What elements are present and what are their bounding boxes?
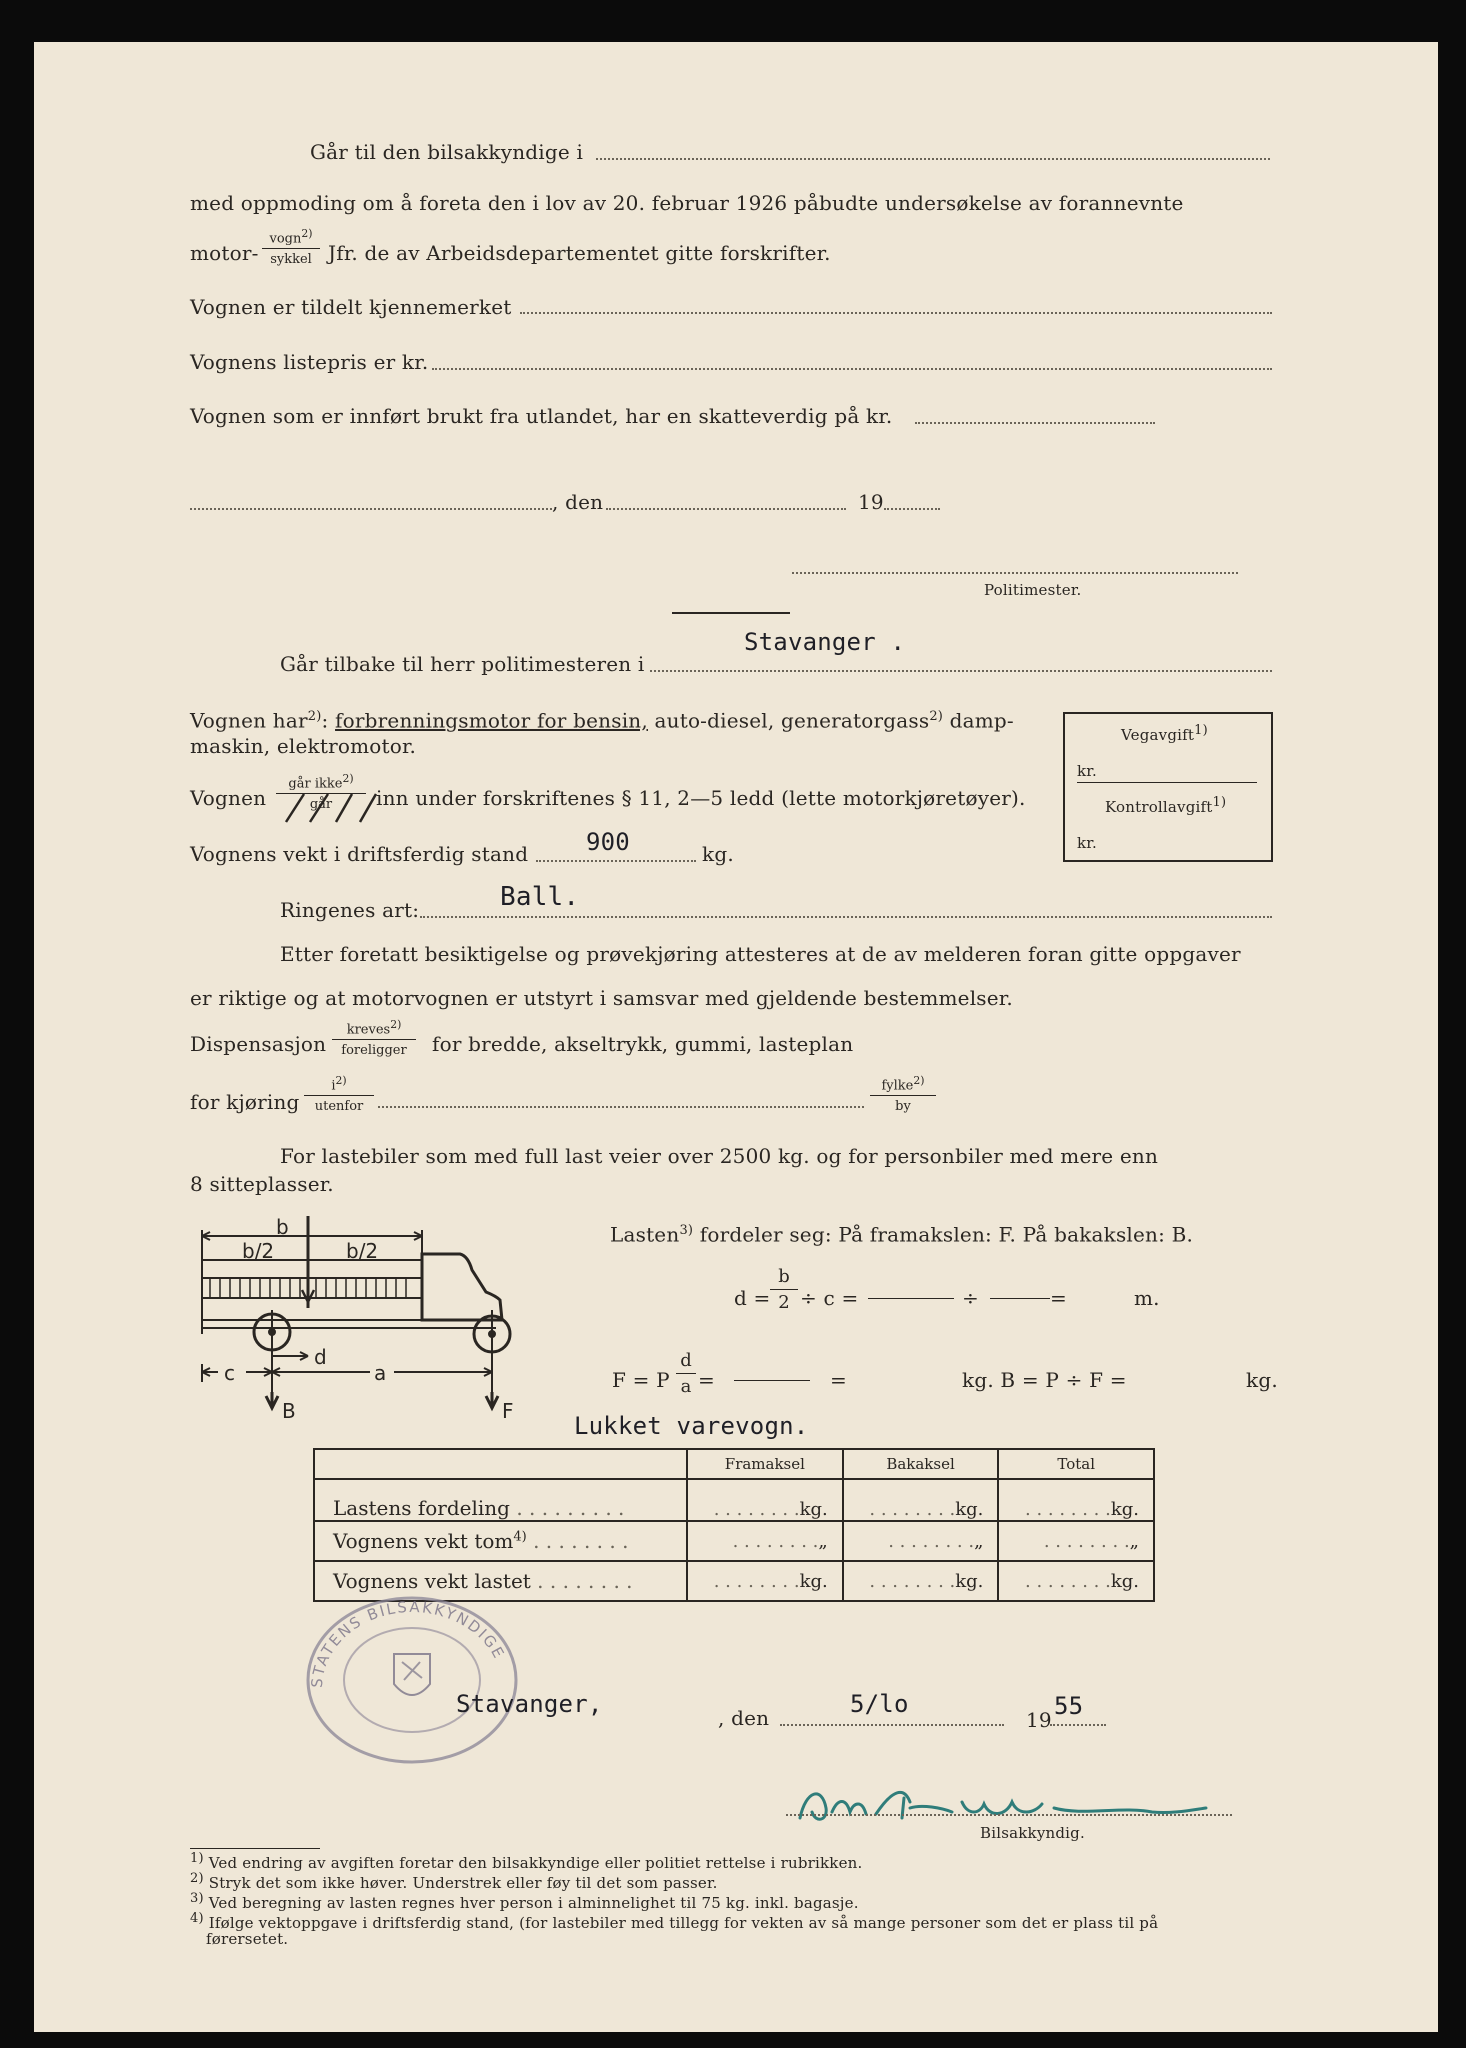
b-over-2: $\frac{b}{2}$ [770, 1268, 798, 1312]
date-field[interactable] [606, 508, 846, 510]
row-label: Vognens vekt tom$^{4)}$ . . . . . . . . [314, 1521, 687, 1561]
d-blank-2[interactable] [990, 1298, 1050, 1299]
motor-prefix: motor- [190, 241, 259, 265]
engine-underlined: forbrenningsmotor for bensin, [335, 708, 648, 733]
attest-line-1: Etter foretatt besiktigelse og prøvekjøring attesteres at de av melderen foran gitte oppgaver [280, 942, 1241, 966]
row-label: Vognens vekt lastet . . . . . . . . [314, 1561, 687, 1601]
row-cell[interactable]: . . . . . . . .kg. [843, 1479, 999, 1521]
header-bakaksel: Bakaksel [843, 1449, 999, 1479]
label-F: F [502, 1399, 514, 1422]
footnote-1: $^{1)}$ Ved endring av avgiften foretar den bilsakkyndige eller politiet rettelse i rubrikken. [190, 1851, 863, 1872]
footnote-4: $^{4)}$ Ifølge vektoppgave i driftsferdig stand, (for lastebiler med tillegg for vekten av så mange personer som det er plass til på [190, 1911, 1159, 1932]
gar-til-label: Går til den bilsakkyndige i [310, 140, 584, 164]
d-minus: ÷ [962, 1286, 979, 1310]
row-cell[interactable]: . . . . . . . .„ [998, 1521, 1154, 1561]
dispensasjon-fraction: kreves$^{2)}$ foreligger [332, 1020, 416, 1057]
b-eq: kg. B = P ÷ F = [962, 1368, 1127, 1392]
table-header-row [314, 1449, 1154, 1479]
kontrollavgift-kr: kr. [1077, 834, 1097, 852]
oppmoding-text: med oppmoding om å foreta den i lov av 20. februar 1926 påbudte undersøkelse av forannevnte [190, 191, 1184, 215]
f-eq2: = [698, 1368, 715, 1392]
coat-of-arms-icon [394, 1654, 430, 1695]
weight-field[interactable] [536, 860, 696, 862]
attest-line-2: er riktige og at motorvognen er utstyrt i samsvar med gjeldende bestemmelser. [190, 986, 1013, 1010]
d-eq2: = [1050, 1286, 1067, 1310]
kjoring-field[interactable] [378, 1106, 864, 1108]
lasten-line: Lasten$^{3)}$ fordeler seg: På framakslen: F. På bakakslen: B. [610, 1222, 1194, 1247]
dispensasjon-label: Dispensasjon [190, 1032, 327, 1056]
year-field[interactable] [884, 508, 940, 510]
gar-til-field[interactable] [596, 158, 1270, 160]
weight-unit: kg. [702, 842, 734, 866]
vegavgift-label: Vegavgift$^{1)}$ [1121, 723, 1208, 744]
engine-line-2: maskin, elektromotor. [190, 734, 417, 758]
forskrift-suffix: inn under forskriftenes § 11, 2—5 ledd (lette motorkjøretøyer). [376, 786, 1026, 810]
section-divider [672, 612, 790, 614]
f-blank[interactable] [734, 1380, 810, 1381]
lastebiler-line-1: For lastebiler som med full last veier over 2500 kg. og for personbiler med mere enn [280, 1144, 1159, 1168]
row-cell[interactable]: . . . . . . . .„ [843, 1521, 999, 1561]
official-stamp [292, 1588, 530, 1764]
minus-c: ÷ c = [800, 1286, 859, 1310]
f-eq: F = P [612, 1368, 670, 1392]
year-prefix: 19 [858, 490, 884, 514]
forskrift-prefix: Vognen [190, 786, 267, 810]
label-a: a [374, 1361, 387, 1385]
label-b-half-right: b/2 [346, 1239, 379, 1263]
header-blank [314, 1449, 687, 1479]
header-total: Total [998, 1449, 1154, 1479]
return-city: Stavanger . [744, 628, 906, 656]
label-d: d [314, 1345, 327, 1369]
d-over-a: $\frac{d}{a}$ [676, 1352, 696, 1396]
strike-marks [280, 788, 384, 828]
bilsakkyndig-label: Bilsakkyndig. [980, 1824, 1085, 1842]
truck-load-diagram [196, 1210, 572, 1422]
weight-label: Vognens vekt i driftsferdig stand [190, 842, 529, 866]
signature-date: 5/lo [850, 1690, 909, 1718]
kjennemerke-label: Vognen er tildelt kjennemerket [190, 295, 512, 319]
svg-text:STATENS BILSAKKYNDIGE: STATENS BILSAKKYNDIGE [307, 1597, 509, 1689]
motor-suffix: Jfr. de av Arbeidsdepartementet gitte forskrifter. [328, 241, 831, 265]
d-blank-1[interactable] [868, 1298, 954, 1299]
load-distribution-table [313, 1448, 1155, 1602]
f-eq3: = [830, 1368, 847, 1392]
kontrollavgift-label: Kontrollavgift$^{1)}$ [1105, 795, 1227, 816]
row-cell[interactable]: . . . . . . . .kg. [687, 1479, 843, 1521]
vegavgift-kr: kr. [1077, 762, 1097, 780]
d-eq: d = [734, 1286, 771, 1310]
footnote-4-cont: førersetet. [206, 1930, 289, 1948]
skatteverdig-field[interactable] [915, 422, 1155, 424]
fees-box [1063, 712, 1273, 862]
footnote-3: $^{3)}$ Ved beregning av lasten regnes hver person i alminnelighet til 75 kg. inkl. bagasje. [190, 1891, 859, 1912]
d-unit: m. [1134, 1286, 1160, 1310]
header-framaksel: Framaksel [687, 1449, 843, 1479]
motor-fraction: vogn$^{2)}$ sykkel [262, 229, 320, 266]
weight-value: 900 [586, 828, 630, 856]
row-cell[interactable]: . . . . . . . .kg. [998, 1479, 1154, 1521]
row-cell[interactable]: . . . . . . . .kg. [998, 1561, 1154, 1601]
signature-year-field[interactable] [1050, 1724, 1106, 1726]
row-cell[interactable]: . . . . . . . .kg. [687, 1561, 843, 1601]
listepris-field[interactable] [432, 368, 1272, 370]
kjennemerke-field[interactable] [520, 312, 1272, 314]
engine-line: Vognen har$^{2)}$: forbrenningsmotor for bensin, auto-diesel, generatorgass$^{2)}$ damp- [190, 708, 1014, 733]
fees-divider [1077, 782, 1257, 783]
footnote-rule [190, 1848, 320, 1849]
kjoring-fraction: $i^{2)}$ utenfor [304, 1076, 374, 1113]
politimester-label: Politimester. [984, 581, 1082, 599]
signature-year-prefix: 19 [1026, 1708, 1052, 1732]
b-unit: kg. [1246, 1368, 1278, 1392]
rings-field[interactable] [420, 916, 1272, 918]
footnote-2: $^{2)}$ Stryk det som ikke høver. Understrek eller føy til det som passer. [190, 1871, 718, 1892]
handwritten-signature [792, 1768, 1212, 1830]
table-row [314, 1521, 1154, 1561]
label-b: b [276, 1215, 289, 1239]
signature-date-field[interactable] [780, 1724, 1004, 1726]
signature-year: 55 [1054, 1692, 1084, 1720]
row-cell[interactable]: . . . . . . . .„ [687, 1521, 843, 1561]
rings-value: Ball. [500, 882, 580, 912]
table-row [314, 1479, 1154, 1521]
kjoring-right-fraction: fylke$^{2)}$ by [870, 1076, 936, 1113]
svg-text:Aa Hansen: Aa Hansen [792, 1768, 798, 1769]
skatteverdig-label: Vognen som er innført brukt fra utlandet, har en skatteverdig på kr. [190, 404, 893, 428]
return-label: Går tilbake til herr politimesteren i [280, 652, 645, 676]
politimester-signature-field[interactable] [792, 572, 1238, 574]
lastebiler-line-2: 8 sitteplasser. [190, 1172, 334, 1196]
rings-label: Ringenes art: [280, 898, 420, 922]
kjoring-label: for kjøring [190, 1090, 300, 1114]
signature-city: Stavanger, [456, 1690, 603, 1718]
dispensasjon-suffix: for bredde, akseltrykk, gummi, lasteplan [432, 1032, 854, 1056]
forskrift-fraction: går ikke$^{2)}$ går [276, 774, 366, 811]
label-b-half-left: b/2 [242, 1239, 275, 1263]
bilsakkyndig-signature-field[interactable] [786, 1814, 1232, 1816]
label-B: B [282, 1399, 296, 1422]
den-label: , den [552, 490, 604, 514]
row-label: Lastens fordeling . . . . . . . . . [314, 1479, 687, 1521]
signature-den: , den [718, 1706, 770, 1730]
listepris-label: Vognens listepris er kr. [190, 350, 429, 374]
return-field[interactable] [650, 670, 1272, 672]
label-c: c [224, 1361, 235, 1385]
place-field[interactable] [190, 508, 552, 510]
vehicle-type: Lukket varevogn. [574, 1412, 809, 1440]
row-cell[interactable]: . . . . . . . .kg. [843, 1561, 999, 1601]
